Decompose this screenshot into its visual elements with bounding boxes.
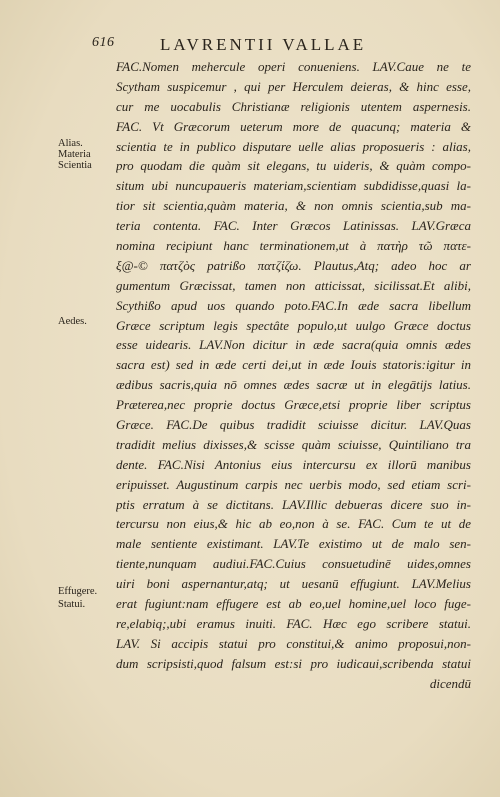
text-line: dum scripsisti,quod falsum est:si pro iudicaui,scribenda statui (116, 655, 471, 671)
text-line: nomina recipiunt hanc terminationem,ut à πατὴρ τῶ πατε- (116, 238, 471, 254)
text-line: Græce. FAC.De quibus tradidit sciuisse dicitur. LAV.Quas (116, 417, 471, 433)
text-line: ξ@-© πατζὸς patrißo πατζίζω. Plautus,Atq; adeo hoc ar (116, 257, 471, 273)
text-line: dente. FAC.Nisi Antonius eius intercursu ex illorū manibus (116, 456, 471, 472)
text-line: re,elabiq;,ubi eramus inuiti. FAC. Hæc ego scribere statui. (116, 615, 471, 631)
text-line: tior sit scientia,quàm materia, & non omnis scientia,sub ma- (116, 198, 471, 214)
text-line: Scytham suspicemur , qui per Herculem deieras, & hinc esse, (116, 78, 471, 94)
text-line: teria contenta. FAC. Inter Græcos Latinissas. LAV.Græca (116, 218, 471, 234)
margin-note-alias: Alias. (58, 138, 83, 149)
text-line: Scythißo apud uos quando poto.FAC.In æde sacra libellum (116, 297, 471, 313)
text-line: tiente,nunquam audiui.FAC.Cuius consuetudinē uides,omnes (116, 556, 471, 572)
text-line: ædibus sacris,quia nō omnes ædes sacræ ut in elegātijs latius. (116, 377, 471, 393)
text-line: pro quodam die quàm sit elegans, tu uideris, & quàm compo- (116, 158, 471, 174)
text-line: LAV. Si accipis statui pro constitui,& animo proposui,non- (116, 635, 471, 651)
text-line: esse uidearis. LAV.Non dicitur in æde sacra(quia omnis ædes (116, 337, 471, 353)
running-head: LAVRENTII VALLAE (160, 35, 367, 54)
text-line: FAC. Vt Græcorum ueterum more de quacunq; materia & (116, 118, 471, 134)
page-header (92, 35, 472, 55)
text-line: Græce scriptum legis spectâte populo,ut uulgo Græce doctus (116, 317, 471, 333)
text-line: scientia te in publico disputare uelle alias proposueris : alias, (116, 138, 471, 154)
text-line: Præterea,nec proprie doctus Græce,etsi proprie liber scriptus (116, 397, 471, 413)
text-line: cur me uocabulis Christianæ religionis utentem aspernesis. (116, 98, 471, 114)
text-line: tercursu non eius,& hic ab eo,non à se. FAC. Cum te ut de (116, 516, 471, 532)
margin-note-aedes: Aedes. (58, 316, 87, 327)
page-number: 616 (92, 35, 115, 50)
text-line: erat fugiunt:nam effugere est ab eo,uel homine,uel loco fuge- (116, 596, 471, 612)
text-line: situm ubi nuncupaueris materiam,scientiam subdidisse,quasi la- (116, 178, 471, 194)
body-text (116, 57, 471, 694)
text-line: gumentum Græcissat, tamen non atticissat, sicilissat.Et alibi, (116, 277, 471, 293)
margin-note-effugere: Effugere. (58, 586, 98, 597)
text-line: ptis erratum à se dictitans. LAV.Illic debueras dicere suo in- (116, 496, 471, 512)
text-line: uiri boni aspernantur,atq; ut uesanū effugiunt. LAV.Melius (116, 576, 471, 592)
margin-note-statui: Statui. (58, 599, 86, 610)
margin-note-materia: Materia (58, 149, 91, 160)
text-line: male sentiente existimant. LAV.Te existimo ut de malo sen- (116, 536, 471, 552)
margin-note-scientia: Scientia (58, 160, 92, 171)
text-line: sacra est) sed in æde certi dei,ut in æde Iouis statoris:igitur in (116, 357, 471, 373)
text-line: eripuisset. Augustinum carpis nec uerbis modo, sed etiam scri- (116, 476, 471, 492)
catchword: dicendū (429, 675, 471, 691)
text-line: FAC.Nomen mehercule operi conueniens. LAV.Caue ne te (116, 59, 471, 74)
text-line: tradidit melius dixisses,& scisse quàm sciuisse, Quintiliano tra (116, 436, 471, 452)
